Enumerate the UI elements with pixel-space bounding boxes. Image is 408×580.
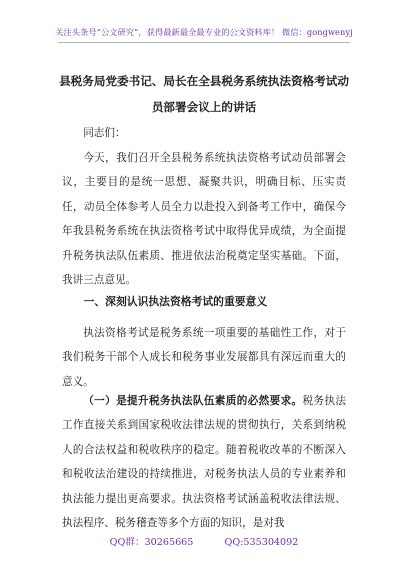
document-title	[52, 68, 356, 120]
title-line-2: 员部署会议上的讲话	[151, 100, 257, 114]
footer-contact	[0, 534, 408, 548]
footer-qq-group: QQ群：30265665	[109, 537, 194, 548]
footer-qq-number: QQ:535304092	[224, 537, 299, 548]
title-line-1: 县税务局党委书记、局长在全县税务系统执法资格考试动	[59, 74, 349, 88]
header-divider	[58, 42, 350, 43]
paragraph-3	[62, 389, 346, 535]
paragraph-1: 今天，我们召开全县税务系统执法资格考试动员部署会议，主要目的是统一思想、凝聚共识，明确目标、压实责任，动员全体参考人员全力以赴投入到备考工作中，确保今年我县税务系统在执法资格考试中取得优异成绩，为全面提升税务执法队伍素质、推进依法治税奠定坚实基础。下面，我讲三点意见。	[62, 152, 346, 287]
salutation: 同志们：	[83, 127, 126, 139]
header-banner: 关注头条号“公文研究”，获得最新最全最专业的公文资料库！ 微信：gongwenyj	[55, 27, 353, 37]
paragraph-3-lead: （一）是提升税务执法队伍素质的必然要求。	[83, 395, 303, 407]
paragraph-2: 执法资格考试是税务系统一项重要的基础性工作，对于我们税务干部个人成长和税务事业发展都具有深远而重大的意义。	[62, 327, 346, 388]
paragraph-3-body: 税务执法工作直接关系到国家税收法律法规的贯彻执行，关系到纳税人的合法权益和税收秩序的稳定。随着税收改革的不断深入和税收法治建设的持续推进，对税务执法人员的专业素养和执法能力提出更高要求。执法资格考试涵盖税收法律法规、执法程序、税务稽查等多个方面的知识，是对我	[62, 395, 347, 530]
section-heading-1: 一、深刻认识执法资格考试的重要意义	[83, 295, 268, 308]
